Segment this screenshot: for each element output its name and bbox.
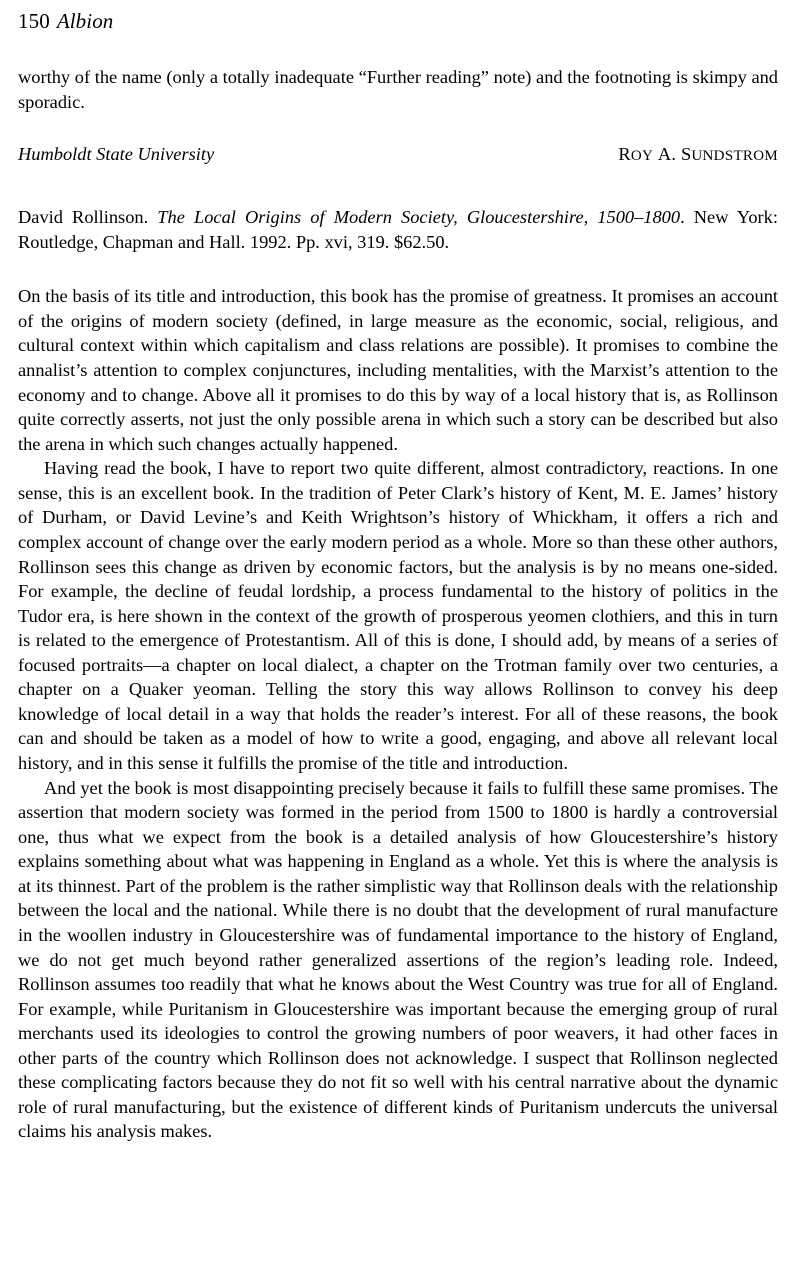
reviewer-affiliation: Humboldt State University	[18, 144, 215, 165]
citation-imprint: . New York: Routledge, Chapman and Hall. 1992. Pp. xvi, 319. $62.50.	[18, 207, 778, 252]
reviewer-first-rest: OY	[630, 148, 654, 165]
citation-title: The Local Origins of Modern Society, Gloucestershire, 1500–1800	[157, 207, 681, 228]
reviewer-last-initial: S	[680, 144, 692, 165]
review-paragraph-2: Having read the book, I have to report two quite different, almost contradictory, reactions. In one sense, this is an excellent book. In the tradition of Peter Clark’s history of Kent, M. E. James’ history of Durham, or David Levine’s and Keith Wrightson’s history of Whickham, it offers a rich and complex account of change over the early modern period as a whole. More so than these other authors, Rollinson sees this change as driven by economic factors, but the analysis is by no means one-sided. For example, the decline of feudal lordship, a process fundamental to the history of politics in the Tudor era, is here shown in the context of the growth of prosperous yeomen clothiers, and this in turn is related to the emergence of Protestantism. All of this is done, I should add, by means of a series of focused portraits—a chapter on local dialect, a chapter on the Trotman family over two centuries, a chapter on a Quaker yeoman. Telling the story this way allows Rollinson to convey his deep knowledge of local detail in a way that holds the reader’s interest. For all of these reasons, the book can and should be taken as a model of how to write a good, engaging, and above all relevant local history, and in this sense it fulfills the promise of the title and introduction.	[18, 458, 778, 774]
page-number: 150	[18, 9, 50, 33]
reviewer-last-rest: UNDSTROM	[691, 148, 778, 165]
review-tail-paragraph: worthy of the name (only a totally inadequate “Further reading” note) and the footnoting is skimpy and sporadic.	[18, 67, 778, 112]
review-signature	[18, 144, 778, 165]
citation-author: David Rollinson.	[18, 207, 158, 228]
review-paragraph-3: And yet the book is most disappointing precisely because it fails to fulfill these same promises. The assertion that modern society was formed in the period from 1500 to 1800 is hardly a controversial one, thus what we expect from the book is a detailed analysis of how Gloucestershire’s history explains something about what was happening in England as a whole. Yet this is where the analysis is at its thinnest. Part of the problem is the rather simplistic way that Rollinson deals with the relationship between the local and the national. While there is no doubt that the development of rural manufacture in the woollen industry in Gloucestershire was of fundamental importance to the history of England, we do not get much beyond rather generalized assertions of the region’s leading role. Indeed, Rollinson assumes too readily that what he knows about the West Country was true for all of England. For example, while Puritanism in Gloucestershire was important because the emerging group of rural merchants used its ideologies to control the growing numbers of poor weavers, it had other faces in other parts of the country which Rollinson does not acknowledge. I suspect that Rollinson neglected these complicating factors because they do not fit so well with his central narrative about the dynamic role of rural manufacturing, but the existence of different kinds of Puritanism undercuts the universal claims his analysis makes.	[18, 777, 778, 1142]
reviewer-first-initial: R	[618, 144, 631, 165]
running-head	[18, 10, 778, 33]
reviewer-middle: A.	[657, 144, 681, 165]
review-paragraph-1: On the basis of its title and introduction, this book has the promise of greatness. It promises an account of the origins of modern society (defined, in large measure as the economic, social, religious, and cultural context within which capitalism and class relations are possible). It promises to combine the annalist’s attention to complex conjunctures, including mentalities, with the Marxist’s attention to the economy and to change. Above all it promises to do this by way of a local history that is, as Rollinson quite correctly asserts, not just the only possible arena in which such a story can be described but also the arena in which such changes actually happened.	[18, 286, 778, 454]
journal-title: Albion	[56, 9, 114, 33]
book-citation	[18, 205, 778, 254]
reviewer-name	[618, 144, 778, 165]
